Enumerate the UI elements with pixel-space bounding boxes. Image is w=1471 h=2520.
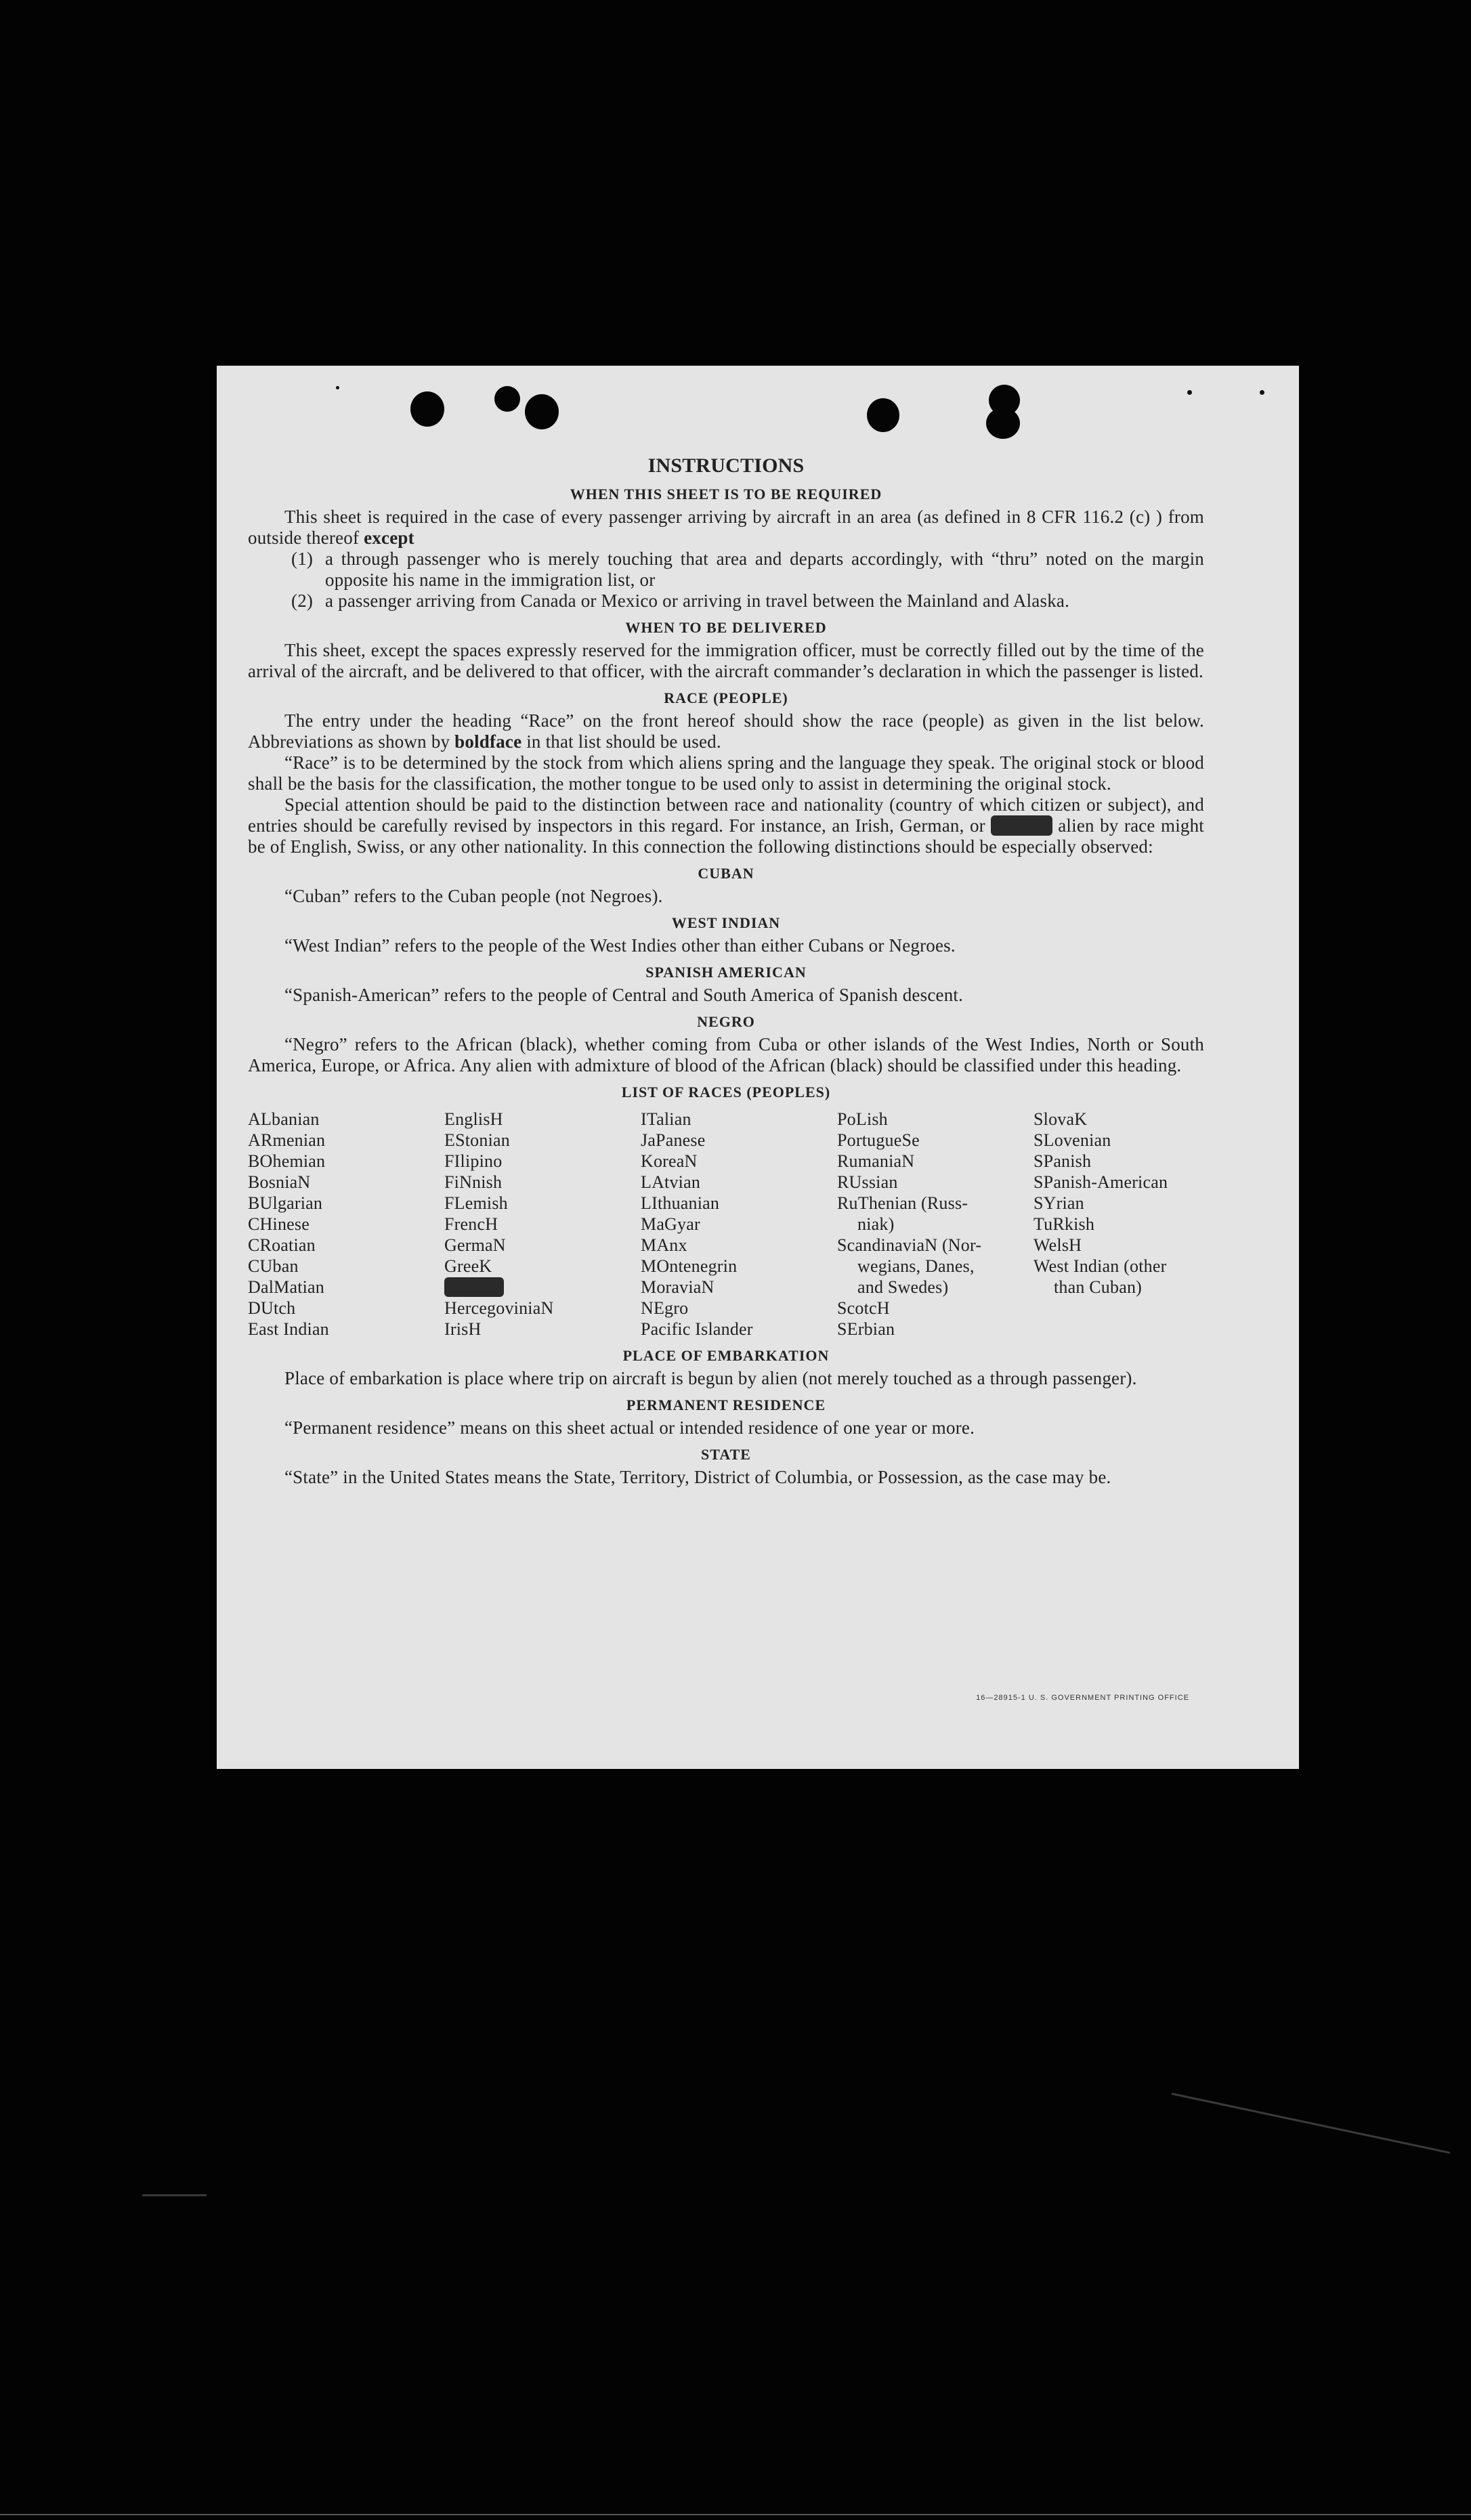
race-entry: GermaN <box>444 1235 506 1255</box>
page-title: INSTRUCTIONS <box>647 454 805 477</box>
race-entry: NEgro <box>641 1298 689 1318</box>
race-entry: DalMatian <box>248 1277 324 1297</box>
boldface-word: boldface <box>454 731 522 752</box>
punch-hole <box>867 398 899 432</box>
race-entry: SYrian <box>1033 1193 1084 1213</box>
race-entry-continued: wegians, Danes, <box>857 1256 975 1276</box>
negro-text: “Negro” refers to the African (black), whether coming from Cuba or other islands of the West Indies, North or South America, Europe, or Africa. Any alien with admixture of blood of the African (black) should be classified under this heading. <box>248 1034 1204 1075</box>
races-column-3 <box>641 1109 837 1340</box>
race-entry: SlovaK <box>1033 1109 1088 1129</box>
heading-race: RACE (PEOPLE) <box>664 689 788 706</box>
dust-speck <box>1260 390 1264 395</box>
race-paragraph-3: Special attention should be paid to the distinction between race and nationality (country of which citizen or subject), and entries should be carefully revised by inspectors in this regard. For instance, an Irish, German, or Hebrew alien by race might be of English, Swiss, or any other nationality. In this connection the following distinctions should be especially observed: <box>248 794 1204 857</box>
spanish-american-text: “Spanish-American” refers to the people of Central and South America of Spanish descent. <box>284 985 964 1005</box>
race-entry: LAtvian <box>641 1172 701 1192</box>
punch-hole <box>986 408 1020 439</box>
race-entry: HercegoviniaN <box>444 1298 554 1318</box>
race-entry: GreeK <box>444 1256 492 1276</box>
race-entry-continued: niak) <box>857 1214 895 1234</box>
races-column-4 <box>837 1109 1033 1340</box>
race-entry: FIlipino <box>444 1151 503 1171</box>
race-entry: WelsH <box>1033 1235 1082 1255</box>
dust-speck <box>1187 390 1192 395</box>
race-entry: BOhemian <box>248 1151 326 1171</box>
race-entry: FLemish <box>444 1193 508 1213</box>
race-entry: ScandinaviaN (Nor- <box>837 1235 982 1255</box>
punch-hole <box>494 386 520 412</box>
punch-hole <box>410 391 444 427</box>
race-entry-redacted: Hebrew <box>446 1277 503 1297</box>
race-entry: FrencH <box>444 1214 498 1234</box>
race-entry: ScotcH <box>837 1298 890 1318</box>
heading-cuban: CUBAN <box>698 865 754 882</box>
heading-state: STATE <box>701 1446 751 1463</box>
race-paragraph-1: The entry under the heading “Race” on the front hereof should show the race (people) as given in the list below. Abbreviations as shown by boldface in that list should be used. <box>248 710 1204 752</box>
heading-residence: PERMANENT RESIDENCE <box>626 1396 826 1413</box>
race-entry: CRoatian <box>248 1235 316 1255</box>
heading-west-indian: WEST INDIAN <box>671 914 781 931</box>
heading-delivered: WHEN TO BE DELIVERED <box>625 619 827 636</box>
races-column-1 <box>248 1109 444 1340</box>
race-entry: LIthuanian <box>641 1193 720 1213</box>
race-entry: RUssian <box>837 1172 898 1192</box>
heading-required: WHEN THIS SHEET IS TO BE REQUIRED <box>570 486 882 503</box>
embarkation-text: Place of embarkation is place where trip on aircraft is begun by alien (not merely touched as a through passenger). <box>284 1368 1137 1388</box>
west-indian-text: “West Indian” refers to the people of the West Indies other than either Cubans or Negroes. <box>284 935 956 956</box>
instructions-content <box>248 454 1204 1488</box>
race-entry: Pacific Islander <box>641 1319 753 1339</box>
race-entry: SErbian <box>837 1319 895 1339</box>
race-entry: SPanish-American <box>1033 1172 1168 1192</box>
races-column-5 <box>1033 1109 1230 1340</box>
races-list <box>248 1109 1204 1340</box>
required-item-1: (1) a through passenger who is merely touching that area and departs accordingly, with “thru” noted on the margin opposite his name in the immigration list, or <box>291 549 1204 590</box>
race-entry: CUban <box>248 1256 299 1276</box>
race-entry: ITalian <box>641 1109 691 1129</box>
required-item-2: (2) a passenger arriving from Canada or Mexico or arriving in travel between the Mainland and Alaska. <box>291 591 1070 611</box>
race-entry-continued: than Cuban) <box>1054 1277 1143 1297</box>
race-entry: West Indian (other <box>1033 1256 1167 1276</box>
race-entry: FiNnish <box>444 1172 503 1192</box>
redacted-word: Hebrew <box>992 815 1051 836</box>
dust-speck <box>336 386 339 389</box>
race-entry-continued: and Swedes) <box>857 1277 949 1297</box>
punch-hole <box>525 394 559 429</box>
race-entry: MoraviaN <box>641 1277 715 1297</box>
races-column-2 <box>444 1109 641 1340</box>
state-text: “State” in the United States means the State, Territory, District of Columbia, or Possession, as the case may be. <box>284 1467 1111 1487</box>
race-entry: BosniaN <box>248 1172 311 1192</box>
required-intro: This sheet is required in the case of every passenger arriving by aircraft in an area (as defined in 8 CFR 116.2 (c) ) from outside thereof except <box>248 507 1204 548</box>
race-entry: ALbanian <box>248 1109 320 1129</box>
heading-embarkation: PLACE OF EMBARKATION <box>622 1347 830 1364</box>
residence-text: “Permanent residence” means on this sheet actual or intended residence of one year or more. <box>284 1417 975 1438</box>
race-entry: KoreaN <box>641 1151 698 1171</box>
printer-mark: 16—28915-1 U. S. GOVERNMENT PRINTING OFFICE <box>976 1694 1189 1702</box>
race-entry: TuRkish <box>1033 1214 1095 1234</box>
race-entry: RuThenian (Russ- <box>837 1193 968 1213</box>
heading-spanish-american: SPANISH AMERICAN <box>645 964 807 981</box>
delivered-text: This sheet, except the spaces expressly reserved for the immigration officer, must be correctly filled out by the time of the arrival of the aircraft, and be delivered to that officer, with the aircraft commander’s declaration in which the passenger is listed. <box>248 640 1204 681</box>
race-paragraph-2: “Race” is to be determined by the stock from which aliens spring and the language they speak. The original stock or blood shall be the basis for the classification, the mother tongue to be used only to assist in determining the original stock. <box>248 752 1204 794</box>
race-entry: East Indian <box>248 1319 329 1339</box>
race-entry: EStonian <box>444 1130 510 1150</box>
film-streak <box>0 2514 1471 2515</box>
race-entry: JaPanese <box>641 1130 706 1150</box>
race-entry: MAnx <box>641 1235 687 1255</box>
race-entry: BUlgarian <box>248 1193 323 1213</box>
race-entry: SPanish <box>1033 1151 1092 1171</box>
document-page <box>217 366 1299 1769</box>
race-entry: CHinese <box>248 1214 310 1234</box>
race-entry: SLovenian <box>1033 1130 1111 1150</box>
race-entry: PortugueSe <box>837 1130 920 1150</box>
film-streak <box>142 2194 207 2196</box>
race-entry: RumaniaN <box>837 1151 915 1171</box>
race-entry: MaGyar <box>641 1214 700 1234</box>
except-bold: except <box>364 528 414 548</box>
film-streak <box>1172 2093 1450 2154</box>
race-entry: EnglisH <box>444 1109 503 1129</box>
heading-negro: NEGRO <box>697 1013 755 1030</box>
heading-races-list: LIST OF RACES (PEOPLES) <box>621 1084 831 1101</box>
race-entry: MOntenegrin <box>641 1256 738 1276</box>
race-entry: ARmenian <box>248 1130 326 1150</box>
race-entry: PoLish <box>837 1109 888 1129</box>
race-entry: IrisH <box>444 1319 482 1339</box>
race-entry: DUtch <box>248 1298 296 1318</box>
cuban-text: “Cuban” refers to the Cuban people (not Negroes). <box>284 886 663 906</box>
